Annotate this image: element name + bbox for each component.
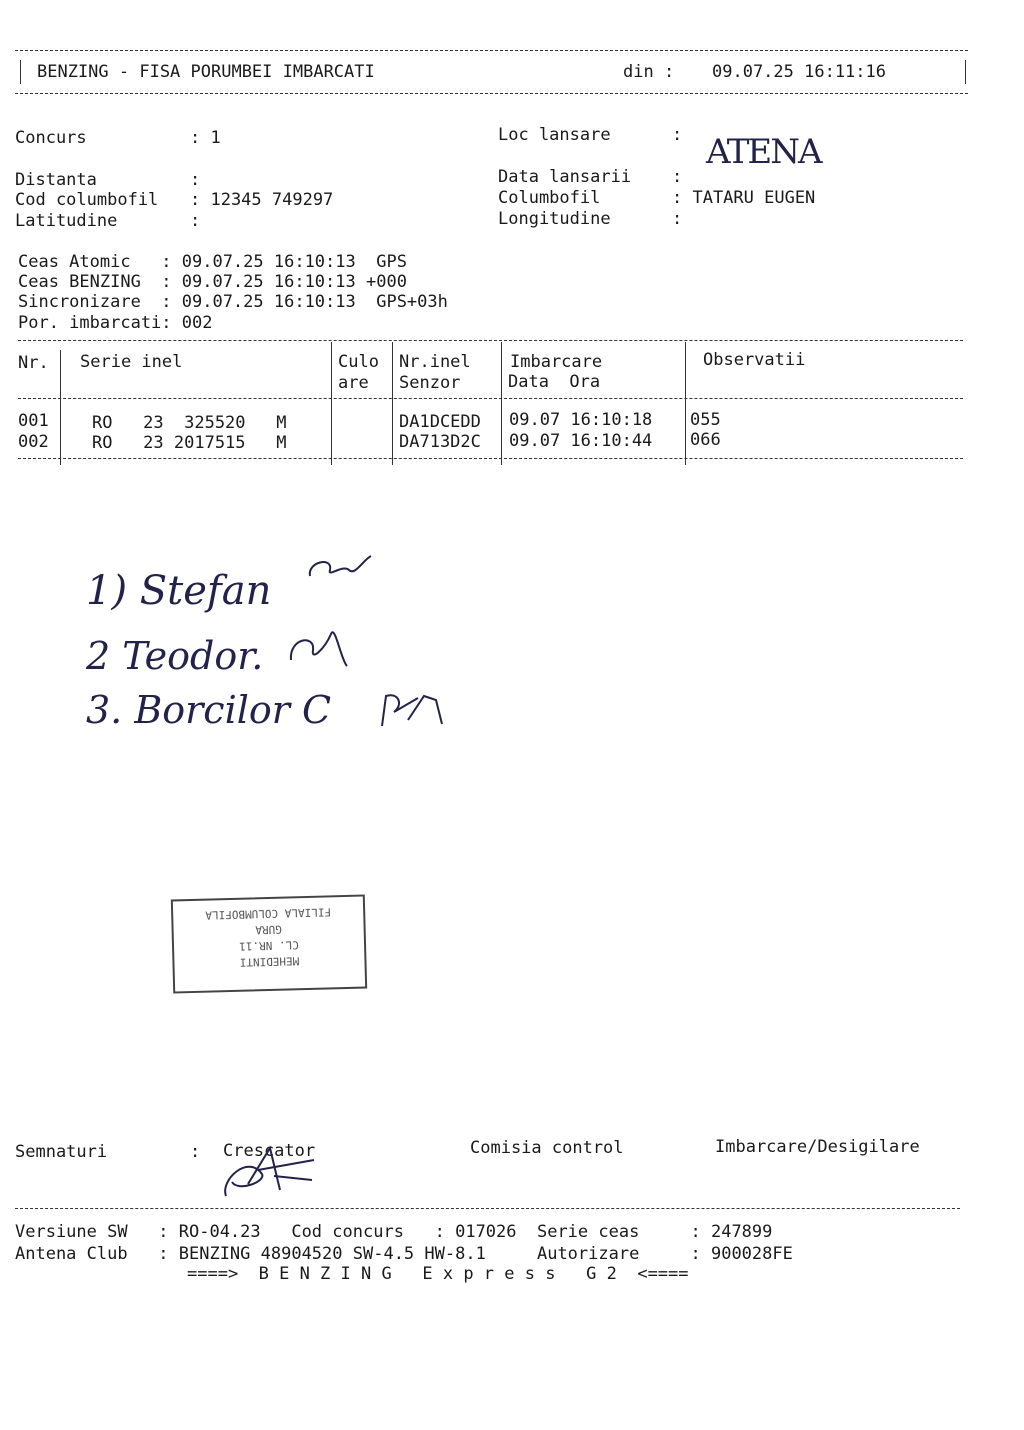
semnaturi-sep: : bbox=[190, 1142, 201, 1162]
col-sep-2 bbox=[331, 342, 332, 465]
handwritten-note-3: 3. Borcilor C bbox=[86, 688, 332, 732]
page-title: BENZING - FISA PORUMBEI IMBARCATI bbox=[37, 62, 375, 82]
row-nr: 001 bbox=[18, 411, 49, 431]
handwritten-scribble bbox=[285, 620, 355, 670]
signature-scribble bbox=[218, 1140, 318, 1202]
col-sep-4 bbox=[501, 342, 502, 465]
concurs-value: : 1 bbox=[190, 128, 221, 148]
comisia-label: Comisia control bbox=[470, 1138, 624, 1158]
din-value: 09.07.25 16:11:16 bbox=[712, 62, 886, 82]
header-nrinel-2: Senzor bbox=[399, 373, 461, 393]
latitudine-value: : bbox=[190, 211, 201, 231]
table-bottom-rule bbox=[18, 458, 963, 459]
crescator-label: Crescator bbox=[223, 1141, 316, 1161]
header-nrinel-1: Nr.inel bbox=[399, 352, 471, 372]
handwritten-loc: ATENA bbox=[706, 132, 821, 172]
table-header-rule bbox=[18, 398, 963, 399]
row-senzor: DA1DCEDD bbox=[399, 412, 481, 432]
footer-antena: Antena Club : BENZING 48904520 SW-4.5 HW-8.1 Autorizare : 900028FE bbox=[15, 1244, 793, 1264]
table-top-rule bbox=[18, 340, 963, 341]
footer-rule bbox=[15, 1208, 960, 1209]
cod-label: Cod columbofil bbox=[15, 190, 159, 210]
longitudine-value: : bbox=[672, 209, 683, 229]
header-imbarcare-1: Imbarcare bbox=[510, 352, 603, 372]
handwritten-scribble bbox=[378, 690, 462, 732]
header-imbarcare-2: Data Ora bbox=[508, 372, 601, 392]
row-serie: RO 23 325520 M bbox=[92, 413, 287, 433]
handwritten-scribble bbox=[305, 548, 375, 584]
header-culoare-2: are bbox=[338, 373, 369, 393]
row-nr: 002 bbox=[18, 432, 49, 452]
crescator-signature bbox=[218, 1140, 318, 1206]
footer-versiune: Versiune SW : RO-04.23 Cod concurs : 017026 Serie ceas : 247899 bbox=[15, 1222, 773, 1242]
row-data-ora: 09.07 16:10:18 bbox=[509, 410, 653, 430]
latitudine-label: Latitudine bbox=[15, 211, 118, 231]
header-nr: Nr. bbox=[18, 353, 49, 373]
row-senzor: DA713D2C bbox=[399, 432, 481, 452]
header-serie: Serie inel bbox=[80, 352, 183, 372]
row-serie: RO 23 2017515 M bbox=[92, 433, 287, 453]
footer-express: ====> B E N Z I N G E x p r e s s G 2 <==== bbox=[187, 1264, 689, 1284]
header-right-bar bbox=[965, 60, 966, 84]
loc-value: : bbox=[672, 125, 683, 145]
col-sep-3 bbox=[392, 342, 393, 465]
header-culoare-1: Culo bbox=[338, 352, 379, 372]
distanta-value: : bbox=[190, 170, 201, 190]
stamp-line: FILIALA COLUMBOFILA bbox=[205, 905, 332, 922]
stamp-line: MEHEDINTI bbox=[239, 954, 300, 969]
data-lansarii-value: : bbox=[672, 167, 683, 187]
handwritten-initials-3 bbox=[378, 690, 462, 736]
columbofil-value: : TATARU EUGEN bbox=[672, 188, 816, 208]
row-observatii: 055 bbox=[690, 410, 721, 430]
stamp-line: GURA bbox=[255, 922, 283, 937]
loc-label: Loc lansare bbox=[498, 125, 611, 145]
imbarcare-label: Imbarcare/Desigilare bbox=[715, 1137, 920, 1157]
header-observatii: Observatii bbox=[703, 350, 806, 370]
data-lansarii-label: Data lansarii bbox=[498, 167, 632, 187]
cod-value: : 12345 749297 bbox=[190, 190, 334, 210]
porumbei-imbarcati: Por. imbarcati: 002 bbox=[18, 313, 213, 333]
ceas-benzing: Ceas BENZING : 09.07.25 16:10:13 +000 bbox=[18, 272, 407, 292]
handwritten-note-1: 1) Stefan bbox=[86, 568, 272, 614]
header-left-bar bbox=[20, 60, 21, 84]
semnaturi-label: Semnaturi bbox=[15, 1142, 108, 1162]
header-bottom-rule bbox=[15, 93, 968, 94]
row-data-ora: 09.07 16:10:44 bbox=[509, 431, 653, 451]
stamp-line: CL. NR.11 bbox=[239, 938, 300, 953]
columbofil-label: Columbofil bbox=[498, 188, 601, 208]
handwritten-note-2: 2 Teodor. bbox=[86, 634, 264, 678]
din-label: din : bbox=[623, 62, 675, 82]
col-sep-1 bbox=[60, 350, 61, 465]
concurs-label: Concurs bbox=[15, 128, 87, 148]
row-observatii: 066 bbox=[690, 430, 721, 450]
distanta-label: Distanta bbox=[15, 170, 97, 190]
sincronizare: Sincronizare : 09.07.25 16:10:13 GPS+03h bbox=[18, 292, 448, 312]
longitudine-label: Longitudine bbox=[498, 209, 611, 229]
handwritten-initials-1 bbox=[305, 548, 375, 588]
handwritten-initials-2 bbox=[285, 620, 355, 674]
ceas-atomic: Ceas Atomic : 09.07.25 16:10:13 GPS bbox=[18, 252, 407, 272]
header-top-rule bbox=[15, 50, 968, 51]
club-stamp bbox=[171, 894, 367, 993]
col-sep-5 bbox=[685, 342, 686, 465]
